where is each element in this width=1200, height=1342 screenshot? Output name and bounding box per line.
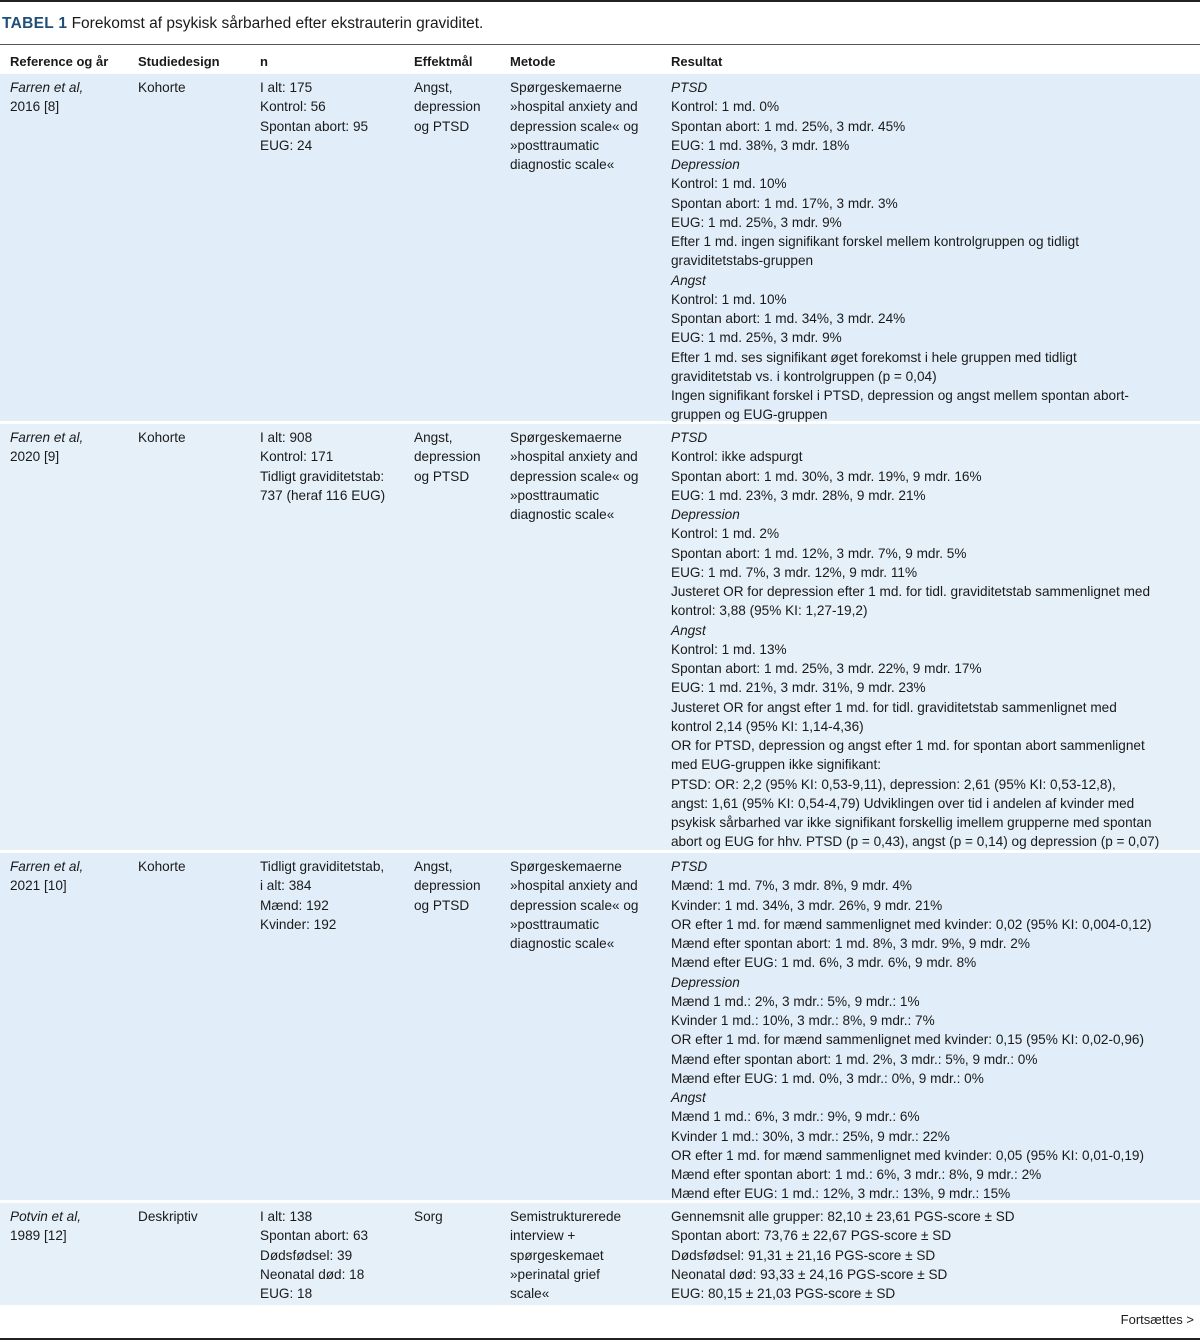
result-subheading: Angst xyxy=(671,1090,706,1105)
method-line: »hospital anxiety and xyxy=(510,99,638,115)
reference-year: 2021 [10] xyxy=(10,878,67,894)
n-line: Tidligt graviditetstab: xyxy=(260,468,385,484)
table-header xyxy=(0,45,1200,74)
method-cell xyxy=(510,857,662,953)
design-text: Kohorte xyxy=(138,430,186,445)
result-line: Justeret OR for angst efter 1 md. for tidl. graviditetstab sammenlignet med xyxy=(671,699,1117,715)
effect-line: Sorg xyxy=(414,1209,443,1224)
reference-author: Farren et al, xyxy=(10,80,84,95)
method-line: »posttraumatic xyxy=(510,137,600,153)
result-line: Efter 1 md. ingen signifikant forskel mellem kontrolgruppen og tidligt xyxy=(671,234,1080,249)
result-line: Spontan abort: 1 md. 25%, 3 mdr. 45% xyxy=(671,118,906,134)
result-line: Neonatal død: 93,33 ± 24,16 PGS-score ± SD xyxy=(671,1266,948,1282)
result-line: kontrol 2,14 (95% KI: 1,14-4,36) xyxy=(671,718,864,734)
result-line: Efter 1 md. ses signifikant øget forekomst i hele gruppen med tidligt xyxy=(671,349,1077,365)
n-line: Spontan abort: 63 xyxy=(260,1228,369,1244)
n-line: 737 (heraf 116 EUG) xyxy=(260,487,386,503)
method-line: Spørgeskemaerne xyxy=(510,859,622,874)
result-line: Kontrol: 1 md. 13% xyxy=(671,641,787,657)
method-line: Spørgeskemaerne xyxy=(510,80,622,95)
reference-author: Potvin et al, xyxy=(10,1209,82,1224)
reference-year: 1989 [12] xyxy=(10,1228,67,1244)
header-effect: Effektmål xyxy=(414,54,473,69)
header-n: n xyxy=(260,54,268,69)
result-line: Spontan abort: 1 md. 34%, 3 mdr. 24% xyxy=(671,311,906,326)
result-line: Spontan abort: 1 md. 25%, 3 mdr. 22%, 9 mdr. 17% xyxy=(671,661,982,676)
result-cell xyxy=(671,857,1197,1204)
result-line: angst: 1,61 (95% KI: 0,54-4,79) Udviklingen over tid i andelen af kvinder med xyxy=(671,795,1135,811)
continued-note: Fortsættes > xyxy=(1120,1312,1194,1327)
method-line: »posttraumatic xyxy=(510,487,600,503)
result-line: Spontan abort: 1 md. 17%, 3 mdr. 3% xyxy=(671,195,898,211)
result-line: Spontan abort: 73,76 ± 22,67 PGS-score ± SD xyxy=(671,1228,952,1244)
table-row xyxy=(0,1203,1200,1308)
n-cell xyxy=(260,1207,408,1303)
n-line: Kontrol: 171 xyxy=(260,449,334,465)
result-line: EUG: 1 md. 23%, 3 mdr. 28%, 9 mdr. 21% xyxy=(671,487,926,503)
result-line: Kontrol: 1 md. 10% xyxy=(671,291,787,307)
method-line: »posttraumatic xyxy=(510,916,600,932)
result-subheading: Depression xyxy=(671,974,740,990)
result-line: abort og EUG for hhv. PTSD (p = 0,43), angst (p = 0,14) og depression (p = 0,07) xyxy=(671,834,1160,850)
result-line: Kontrol: ikke adspurgt xyxy=(671,449,803,465)
method-line: diagnostic scale« xyxy=(510,936,615,951)
reference-cell xyxy=(10,428,128,467)
result-cell xyxy=(671,78,1197,425)
result-line: Gennemsnit alle grupper: 82,10 ± 23,61 PGS-score ± SD xyxy=(671,1209,1015,1224)
method-line: »perinatal grief xyxy=(510,1266,600,1282)
result-subheading: PTSD xyxy=(671,859,708,874)
effect-line: og PTSD xyxy=(414,118,470,134)
method-line: Semistrukturerede xyxy=(510,1209,622,1224)
design-cell xyxy=(138,78,250,97)
design-cell xyxy=(138,428,250,447)
n-line: Spontan abort: 95 xyxy=(260,118,369,134)
table-row xyxy=(0,853,1200,1203)
n-cell xyxy=(260,78,408,155)
result-line: Kvinder 1 md.: 30%, 3 mdr.: 25%, 9 mdr.: 22% xyxy=(671,1128,950,1144)
n-line: i alt: 384 xyxy=(260,878,312,894)
table-label: TABEL 1 xyxy=(2,15,68,32)
n-line: EUG: 18 xyxy=(260,1286,313,1301)
effect-line: depression xyxy=(414,449,481,465)
header-result: Resultat xyxy=(671,54,723,69)
result-line: Mænd: 1 md. 7%, 3 mdr. 8%, 9 mdr. 4% xyxy=(671,878,913,894)
table-row xyxy=(0,74,1200,424)
result-line: Justeret OR for depression efter 1 md. for tidl. graviditetstab sammenlignet med xyxy=(671,584,1151,599)
result-line: Mænd efter EUG: 1 md. 0%, 3 mdr.: 0%, 9 mdr.: 0% xyxy=(671,1070,984,1086)
result-line: Spontan abort: 1 md. 30%, 3 mdr. 19%, 9 mdr. 16% xyxy=(671,468,982,484)
result-line: gruppen og EUG-gruppen xyxy=(671,407,828,423)
design-text: Kohorte xyxy=(138,80,186,95)
n-line: EUG: 24 xyxy=(260,137,313,153)
effect-line: og PTSD xyxy=(414,897,470,913)
result-subheading: PTSD xyxy=(671,80,708,95)
header-design: Studiedesign xyxy=(138,54,220,69)
effect-cell xyxy=(414,78,504,136)
result-subheading: Depression xyxy=(671,157,740,172)
design-text: Kohorte xyxy=(138,859,186,874)
method-line: »hospital anxiety and xyxy=(510,449,638,465)
result-line: Kontrol: 1 md. 10% xyxy=(671,176,787,192)
method-line: depression scale« og xyxy=(510,468,639,484)
result-line: Mænd efter EUG: 1 md.: 12%, 3 mdr.: 13%, 9 mdr.: 15% xyxy=(671,1186,1011,1202)
n-line: I alt: 138 xyxy=(260,1209,313,1224)
header-method: Metode xyxy=(510,54,556,69)
result-line: EUG: 1 md. 25%, 3 mdr. 9% xyxy=(671,214,842,230)
result-subheading: Angst xyxy=(671,272,706,288)
result-subheading: Angst xyxy=(671,622,706,638)
method-line: diagnostic scale« xyxy=(510,157,615,172)
effect-cell xyxy=(414,428,504,486)
result-line: EUG: 1 md. 38%, 3 mdr. 18% xyxy=(671,137,850,153)
header-reference: Reference og år xyxy=(10,54,109,69)
result-line: Kontrol: 1 md. 0% xyxy=(671,99,780,115)
design-cell xyxy=(138,1207,250,1226)
method-cell xyxy=(510,428,662,524)
table-row xyxy=(0,424,1200,853)
result-line: EUG: 1 md. 7%, 3 mdr. 12%, 9 mdr. 11% xyxy=(671,564,918,580)
method-line: scale« xyxy=(510,1286,550,1301)
top-rule xyxy=(0,0,1200,2)
effect-cell xyxy=(414,857,504,915)
n-line: I alt: 908 xyxy=(260,430,313,445)
result-line: Mænd efter spontan abort: 1 md. 8%, 3 mdr. 9%, 9 mdr. 2% xyxy=(671,936,1030,951)
result-line: Mænd efter EUG: 1 md. 6%, 3 mdr. 6%, 9 mdr. 8% xyxy=(671,955,977,971)
result-line: Mænd efter spontan abort: 1 md. 2%, 3 mdr.: 5%, 9 mdr.: 0% xyxy=(671,1051,1038,1067)
result-line: Kontrol: 1 md. 2% xyxy=(671,526,780,542)
method-line: depression scale« og xyxy=(510,897,639,913)
result-line: EUG: 1 md. 25%, 3 mdr. 9% xyxy=(671,330,842,346)
result-line: graviditetstab vs. i kontrolgruppen (p = 0,04) xyxy=(671,368,937,384)
reference-cell xyxy=(10,857,128,896)
method-cell xyxy=(510,1207,662,1303)
result-line: EUG: 80,15 ± 21,03 PGS-score ± SD xyxy=(671,1286,896,1301)
result-subheading: Depression xyxy=(671,507,740,522)
n-line: Tidligt graviditetstab, xyxy=(260,859,385,874)
result-line: EUG: 1 md. 21%, 3 mdr. 31%, 9 mdr. 23% xyxy=(671,680,926,696)
design-text: Deskriptiv xyxy=(138,1209,198,1224)
result-line: OR efter 1 md. for mænd sammenlignet med kvinder: 0,05 (95% KI: 0,01-0,19) xyxy=(671,1147,1144,1163)
result-line: kontrol: 3,88 (95% KI: 1,27-19,2) xyxy=(671,603,868,619)
method-line: depression scale« og xyxy=(510,118,639,134)
reference-author: Farren et al, xyxy=(10,859,84,874)
result-line: Dødsfødsel: 91,31 ± 21,16 PGS-score ± SD xyxy=(671,1247,936,1263)
reference-cell xyxy=(10,78,128,117)
result-line: Mænd 1 md.: 6%, 3 mdr.: 9%, 9 mdr.: 6% xyxy=(671,1109,920,1125)
n-line: Kontrol: 56 xyxy=(260,99,326,115)
result-line: OR for PTSD, depression og angst efter 1 md. for spontan abort sammenlignet xyxy=(671,738,1145,753)
method-line: »hospital anxiety and xyxy=(510,878,638,894)
method-line: interview + xyxy=(510,1228,576,1244)
method-cell xyxy=(510,78,662,174)
result-line: Kvinder 1 md.: 10%, 3 mdr.: 8%, 9 mdr.: 7% xyxy=(671,1013,935,1028)
effect-line: Angst, xyxy=(414,80,453,95)
n-cell xyxy=(260,428,408,505)
n-line: I alt: 175 xyxy=(260,80,313,95)
table-body xyxy=(0,74,1200,1308)
result-cell xyxy=(671,428,1197,852)
effect-line: Angst, xyxy=(414,859,453,874)
effect-line: depression xyxy=(414,99,481,115)
reference-cell xyxy=(10,1207,128,1246)
result-line: Mænd 1 md.: 2%, 3 mdr.: 5%, 9 mdr.: 1% xyxy=(671,993,920,1009)
result-line: med EUG-gruppen ikke signifikant: xyxy=(671,757,882,773)
n-line: Mænd: 192 xyxy=(260,897,329,913)
result-cell xyxy=(671,1207,1197,1303)
reference-author: Farren et al, xyxy=(10,430,84,445)
result-line: PTSD: OR: 2,2 (95% KI: 0,53-9,11), depression: 2,61 (95% KI: 0,53-12,8), xyxy=(671,776,1116,792)
result-line: Kvinder: 1 md. 34%, 3 mdr. 26%, 9 mdr. 21% xyxy=(671,897,943,913)
effect-line: depression xyxy=(414,878,481,894)
effect-line: Angst, xyxy=(414,430,453,445)
bottom-rule xyxy=(0,1338,1200,1340)
result-subheading: PTSD xyxy=(671,430,708,445)
result-line: Spontan abort: 1 md. 12%, 3 mdr. 7%, 9 mdr. 5% xyxy=(671,545,967,561)
n-cell xyxy=(260,857,408,934)
table-title: Forekomst af psykisk sårbarhed efter ekstrauterin graviditet. xyxy=(71,15,484,32)
effect-cell xyxy=(414,1207,504,1226)
method-line: Spørgeskemaerne xyxy=(510,430,622,445)
effect-line: og PTSD xyxy=(414,468,470,484)
result-line: Mænd efter spontan abort: 1 md.: 6%, 3 mdr.: 8%, 9 mdr.: 2% xyxy=(671,1167,1042,1182)
n-line: Neonatal død: 18 xyxy=(260,1266,365,1282)
n-line: Kvinder: 192 xyxy=(260,916,337,932)
method-line: spørgeskemaet xyxy=(510,1247,604,1263)
result-line: OR efter 1 md. for mænd sammenlignet med kvinder: 0,02 (95% KI: 0,004-0,12) xyxy=(671,916,1152,932)
result-line: OR efter 1 md. for mænd sammenlignet med kvinder: 0,15 (95% KI: 0,02-0,96) xyxy=(671,1032,1144,1048)
method-line: diagnostic scale« xyxy=(510,507,615,522)
results-table xyxy=(0,45,1200,1308)
n-line: Dødsfødsel: 39 xyxy=(260,1247,353,1263)
table-caption xyxy=(2,14,483,34)
design-cell xyxy=(138,857,250,876)
reference-year: 2016 [8] xyxy=(10,99,60,115)
result-line: graviditetstabs-gruppen xyxy=(671,253,814,269)
result-line: Ingen signifikant forskel i PTSD, depression og angst mellem spontan abort- xyxy=(671,388,1129,403)
result-line: psykisk sårbarhed var ikke signifikant forskellig imellem grupperne med spontan xyxy=(671,815,1152,830)
reference-year: 2020 [9] xyxy=(10,449,60,465)
